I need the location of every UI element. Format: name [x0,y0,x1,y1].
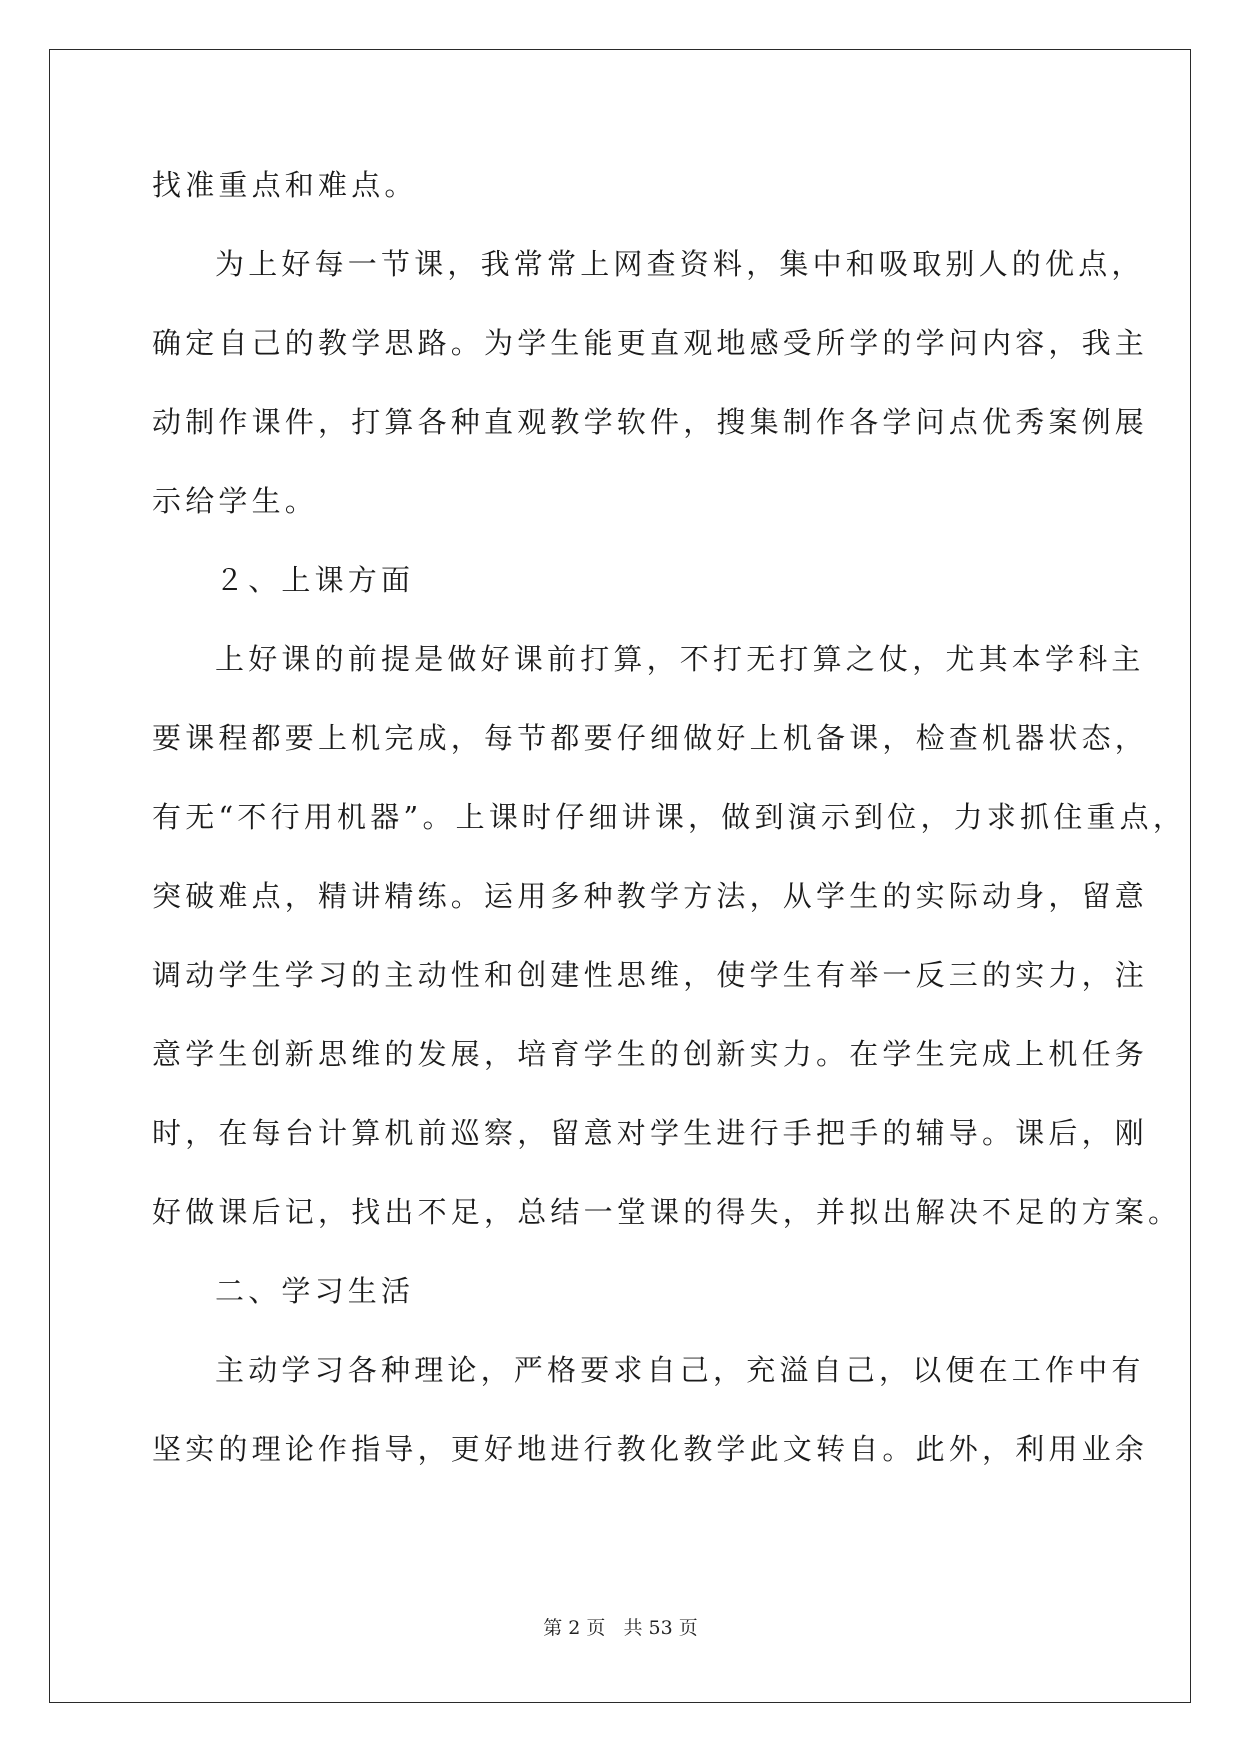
paragraph-line: 主动学习各种理论，严格要求自己，充溢自己，以便在工作中有 [215,1353,1145,1387]
section-heading: ２、上课方面 [215,563,415,597]
paragraph-line: 上好课的前提是做好课前打算，不打无打算之仗，尤其本学科主 [215,642,1145,676]
text-line: 有无“不行用机器”。上课时仔细讲课，做到演示到位，力求抓住重点， [152,800,1187,834]
text-line: 示给学生。 [152,484,319,518]
page-number-footer: 第 2 页 共 53 页 [543,1617,698,1639]
text-line: 突破难点，精讲精练。运用多种教学方法，从学生的实际动身，留意 [152,879,1149,913]
text-line: 时，在每台计算机前巡察，留意对学生进行手把手的辅导。课后，刚 [152,1116,1149,1150]
text-line: 意学生创新思维的发展，培育学生的创新实力。在学生完成上机任务 [152,1037,1149,1071]
paragraph-line: 为上好每一节课，我常常上网查资料，集中和吸取别人的优点， [215,247,1145,281]
text-line: 找准重点和难点。 [152,168,418,202]
section-heading: 二、学习生活 [215,1274,415,1308]
text-line: 调动学生学习的主动性和创建性思维，使学生有举一反三的实力，注 [152,958,1149,992]
text-line: 动制作课件，打算各种直观教学软件，搜集制作各学问点优秀案例展 [152,405,1149,439]
text-line: 要课程都要上机完成，每节都要仔细做好上机备课，检查机器状态， [152,721,1149,755]
text-line: 好做课后记，找出不足，总结一堂课的得失，并拟出解决不足的方案。 [152,1195,1182,1229]
text-line: 坚实的理论作指导，更好地进行教化教学此文转自。此外，利用业余 [152,1432,1149,1466]
text-line: 确定自己的教学思路。为学生能更直观地感受所学的学问内容，我主 [152,326,1149,360]
